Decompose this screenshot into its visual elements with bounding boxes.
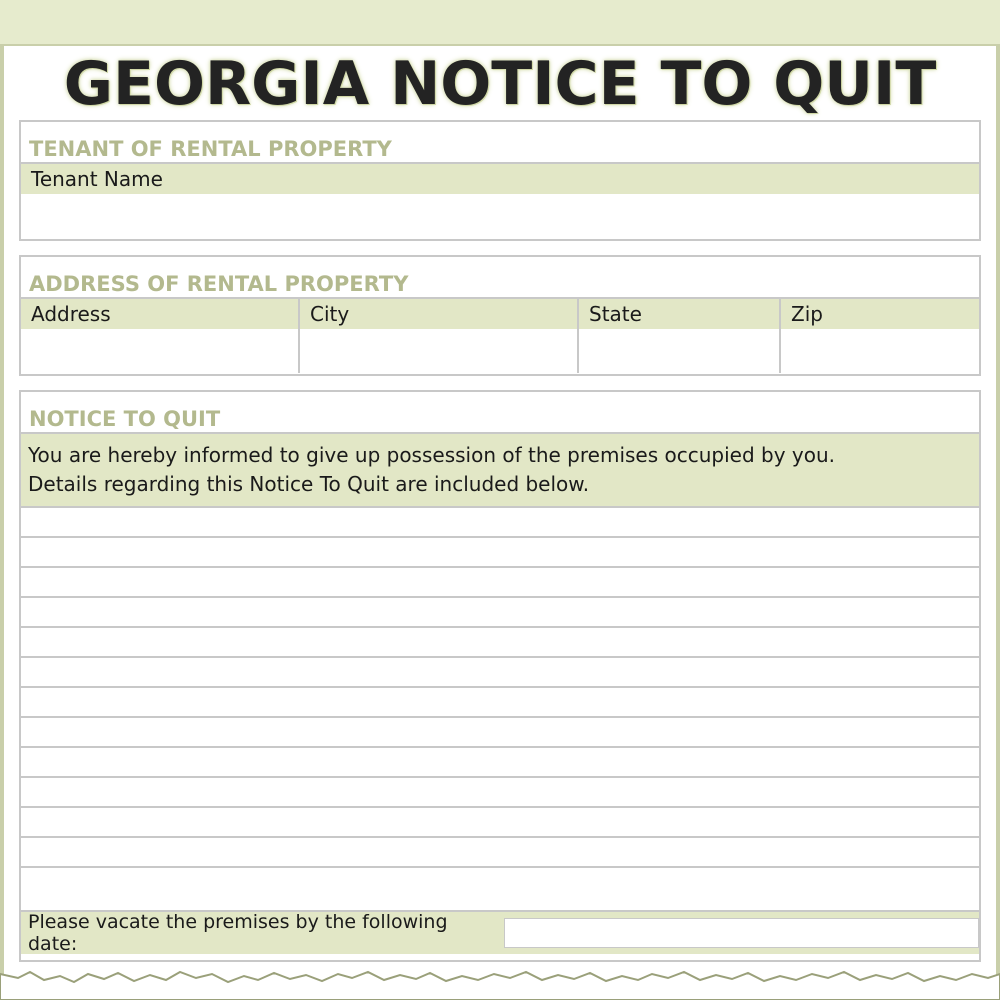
city-field[interactable] xyxy=(300,329,577,373)
address-field[interactable] xyxy=(21,329,298,373)
torn-paper-edge xyxy=(0,962,1000,1000)
details-line[interactable] xyxy=(21,748,979,778)
details-line[interactable] xyxy=(21,568,979,598)
address-label: Address xyxy=(31,302,111,326)
zip-field[interactable] xyxy=(781,329,979,373)
notice-line-2: Details regarding this Notice To Quit are included below. xyxy=(28,472,590,496)
tenant-name-label: Tenant Name xyxy=(31,167,163,191)
details-lined-area[interactable] xyxy=(21,508,979,910)
top-band xyxy=(0,0,1000,46)
details-line[interactable] xyxy=(21,538,979,568)
notice-section-heading: NOTICE TO QUIT xyxy=(21,392,979,434)
tenant-name-label-row xyxy=(21,164,979,194)
tenant-name-field[interactable] xyxy=(21,194,979,238)
vacate-date-label: Please vacate the premises by the following date: xyxy=(28,911,448,955)
city-column xyxy=(300,299,579,373)
tenant-section xyxy=(19,120,981,241)
document-title: GEORGIA NOTICE TO QUIT xyxy=(63,49,937,119)
details-line[interactable] xyxy=(21,718,979,748)
details-line[interactable] xyxy=(21,838,979,868)
state-field[interactable] xyxy=(579,329,779,373)
tenant-section-heading: TENANT OF RENTAL PROPERTY xyxy=(21,122,979,164)
vacate-date-row xyxy=(21,910,979,954)
details-line[interactable] xyxy=(21,808,979,838)
details-line[interactable] xyxy=(21,778,979,808)
notice-section xyxy=(19,390,981,962)
vacate-date-field[interactable] xyxy=(504,918,979,948)
address-section xyxy=(19,255,981,376)
details-line[interactable] xyxy=(21,628,979,658)
details-line[interactable] xyxy=(21,598,979,628)
address-section-heading: ADDRESS OF RENTAL PROPERTY xyxy=(21,257,979,299)
details-line[interactable] xyxy=(21,658,979,688)
details-line[interactable] xyxy=(21,868,979,910)
notice-line-1: You are hereby informed to give up possession of the premises occupied by you. xyxy=(28,443,836,467)
city-label: City xyxy=(310,302,350,326)
zip-column xyxy=(781,299,979,373)
details-line[interactable] xyxy=(21,508,979,538)
address-column xyxy=(21,299,300,373)
zip-label: Zip xyxy=(791,302,823,326)
address-columns xyxy=(21,299,979,373)
details-line[interactable] xyxy=(21,688,979,718)
state-column xyxy=(579,299,781,373)
state-label: State xyxy=(589,302,642,326)
notice-statement xyxy=(21,434,979,508)
